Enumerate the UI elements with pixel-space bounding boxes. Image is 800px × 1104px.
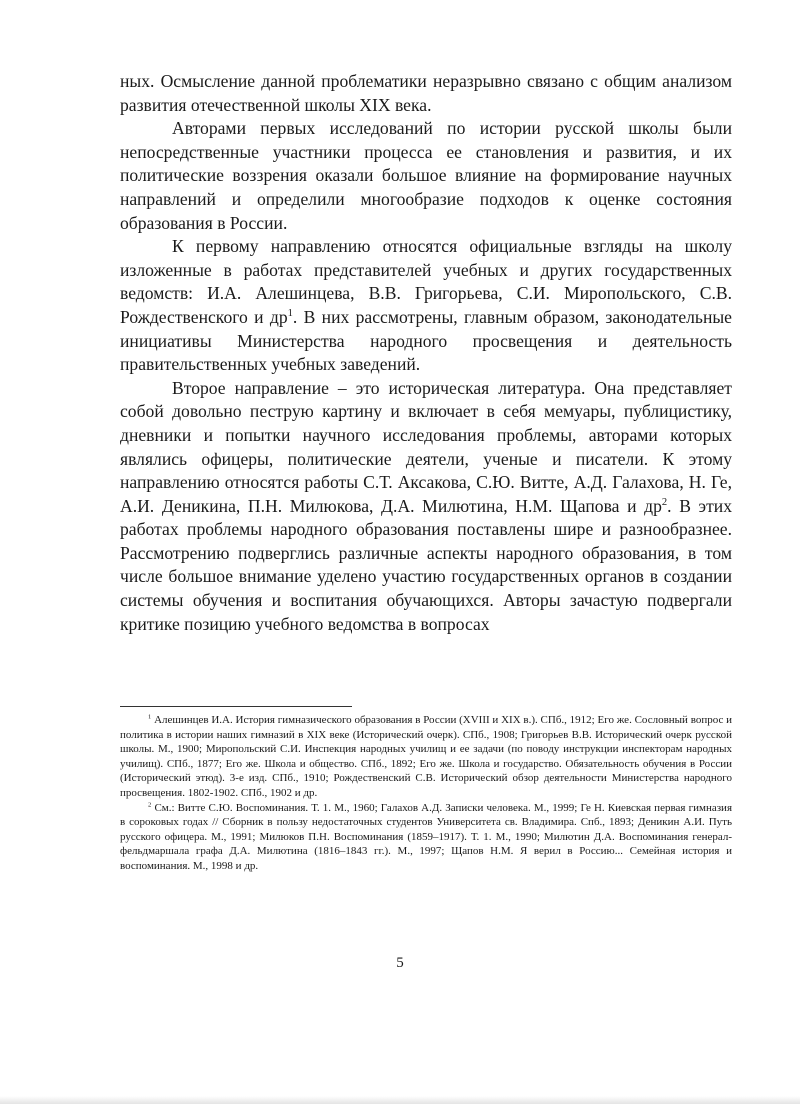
paragraph-2: Авторами первых исследований по истории русской школы были непосредственные участники процесса ее становления и развития, и их политические воззрения оказали большое влияние на формирование научных направлений и определили многообразие подходов к оценке состояния образования в России. <box>120 118 732 233</box>
footnote-ref-1: 1 <box>287 308 293 320</box>
paragraph-4-text-a: Второе направление – это историческая литература. Она представляет собой довольно пеструю картину и включает в себя мемуары, публицистику, дневники и попытки научного исследования проблемы, авторами которых являлись офицеры, политические деятели, ученые и писатели. К этому направлению относятся работы С.Т. Аксакова, С.Ю. Витте, А.Д. Галахова, Н. Ге, А.И. Деникина, П.Н. Милюкова, Д.А. Милютина, Н.М. Щапова и др <box>120 377 732 516</box>
page-bottom-edge <box>0 1096 800 1104</box>
paragraph-4 <box>120 377 732 637</box>
footnote-2-mark: 2 <box>148 800 152 808</box>
footnote-1 <box>120 713 732 801</box>
footnote-1-mark: 1 <box>148 713 152 721</box>
footnotes <box>120 713 732 874</box>
paragraph-1: ных. Осмысление данной проблематики неразрывно связано с общим анализом развития отечественной школы XIX века. <box>120 71 732 115</box>
paragraph-3-text-b: . В них рассмотрены, главным образом, законодательные инициативы Министерства народного просвещения и деятельность правительственных учебных заведений. <box>120 306 732 375</box>
paragraph-4-text-b: . В этих работах проблемы народного образования поставлены шире и разнообразнее. Рассмотрению подверглись различные аспекты народного образования, в том числе большое внимание уделено участию государственных органов в создании системы обучения и воспитания обучающихся. Авторы зачастую подвергали критике позицию учебного ведомства в вопросах <box>120 495 733 634</box>
footnote-2 <box>120 801 732 874</box>
footnote-2-text: См.: Витте С.Ю. Воспоминания. Т. 1. М., 1960; Галахов А.Д. Записки человека. М., 1999; Ге Н. Киевская первая гимназия в сороковых годах // Сборник в пользу недостаточных студентов Университета св. Владимира. Спб., 1893; Деникин А.И. Путь русского офицера. М., 1991; Милюков П.Н. Воспоминания (1859–1917). Т. 1. М., 1990; Милютин Д.А. Воспоминания генерал-фельдмаршала графа Д.А. Милютина (1816–1843 гг.). М., 1997; Щапов Н.М. Я верил в Россию... Семейная история и воспоминания. М., 1998 и др. <box>120 801 732 872</box>
footnote-separator <box>120 706 352 707</box>
page-number: 5 <box>396 955 404 971</box>
paragraph-3 <box>120 235 732 377</box>
footnote-ref-2: 2 <box>661 496 668 508</box>
paragraph-3-text-a: К первому направлению относятся официальные взгляды на школу изложенные в работах представителей учебных и других государственных ведомств: И.А. Алешинцева, В.В. Григорьева, С.И. Миропольского, С.В. Рождественского и др <box>120 236 732 327</box>
body-text <box>120 70 732 636</box>
footnote-1-text: Алешинцев И.А. История гимназического образования в России (XVIII и XIX в.). СПб., 1912; Его же. Сословный вопрос и политика в истории наших гимназий в XIX веке (Исторический очерк). СПб., 1908; Григорьев В.В. Исторический очерк русской школы. М., 1900; Миропольский С.И. Инспекция народных училищ и ее задачи (по поводу инструкции инспекторам народных училищ). СПб., 1877; Его же. Школа и общество. СПб., 1892; Его же. Школа и государство. Обязательность обучения в России (Исторический этюд). 3-е изд. СПб., 1910; Рождественский С.В. Исторический обзор деятельности Министерства народного просвещения. 1802-1902. СПб., 1902 и др. <box>120 714 733 799</box>
